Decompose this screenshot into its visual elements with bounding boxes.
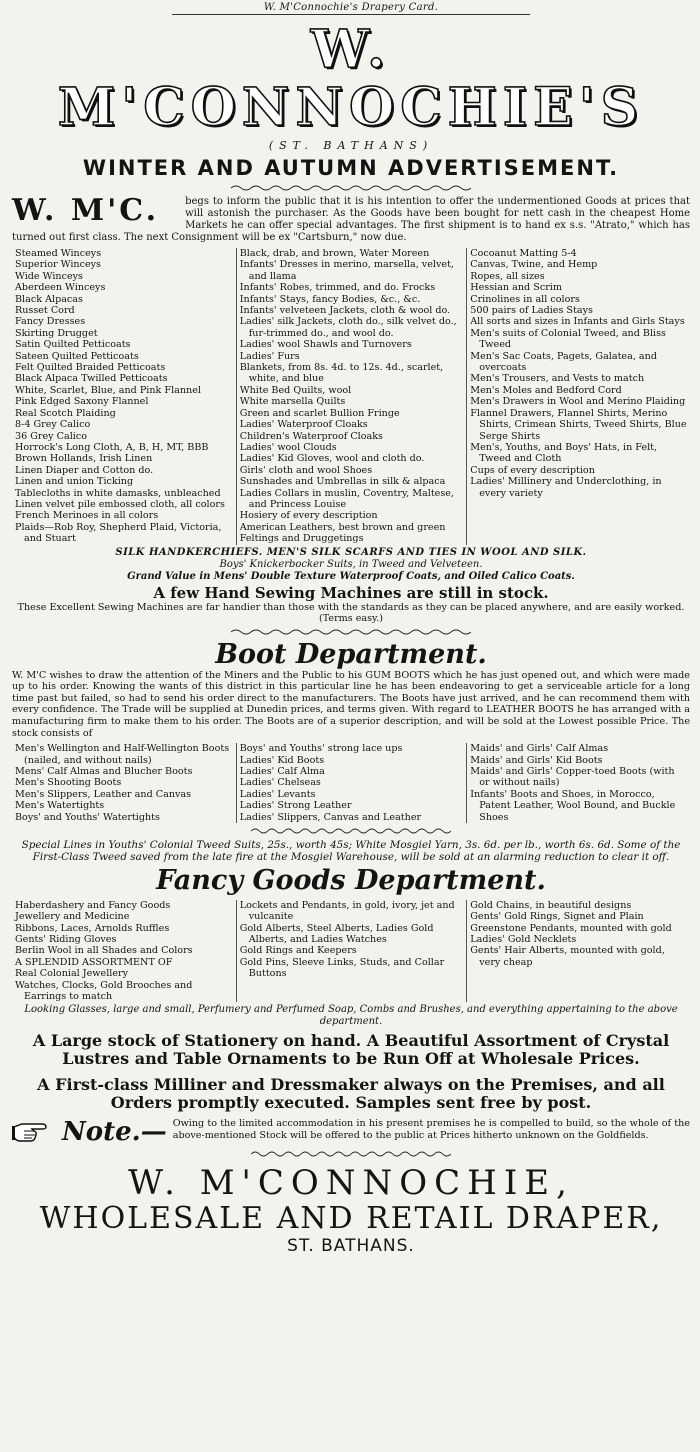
list-item: Ladies' Slippers, Canvas and Leather xyxy=(239,811,422,823)
list-item: Infants' Robes, trimmed, and do. Frocks xyxy=(239,282,436,294)
list-item: Men's Sac Coats, Pagets, Galatea, and overcoats xyxy=(470,350,657,374)
list-item: Brown Hollands, Irish Linen xyxy=(15,453,153,465)
list-item: Men's Shooting Boots xyxy=(15,777,122,789)
value-line: Grand Value in Mens' Double Texture Waterproof Coats, and Oiled Calico Coats. xyxy=(127,570,575,582)
special-lines: Special Lines in Youths' Colonial Tweed Suits, 25s., worth 45s; White Mosgiel Yarn, 3s. 6d. per lb., worth 6s. 6d. Some of the First-Class Tweed saved from the late fire at the Mosgiel Warehouse, will be sold at an alarming reduction to clear it off. xyxy=(21,838,681,864)
list-item: Crinolines in all colors xyxy=(470,293,580,305)
sewing-machines-heading: A few Hand Sewing Machines are still in stock. xyxy=(153,583,549,602)
fancy-column-2 xyxy=(236,900,467,1003)
list-item: Black Alpaca Twilled Petticoats xyxy=(15,373,168,385)
list-item: Maids' and Girls' Calf Almas xyxy=(470,743,609,755)
list-item: Sateen Quilted Petticoats xyxy=(15,350,139,362)
list-item: Children's Waterproof Cloaks xyxy=(239,430,383,442)
boot-columns xyxy=(12,743,690,823)
fancy-column-3 xyxy=(466,900,690,1003)
list-item: Black Alpacas xyxy=(15,293,83,305)
fancy-column-1 xyxy=(12,900,236,1003)
footer-name: W. M'CONNOCHIE, xyxy=(128,1163,574,1204)
footer-role: WHOLESALE AND RETAIL DRAPER, xyxy=(39,1201,663,1237)
list-item: White, Scarlet, Blue, and Pink Flannel xyxy=(15,384,201,396)
list-item: Pink Edged Saxony Flannel xyxy=(15,396,149,408)
list-item: Men's Watertights xyxy=(15,800,105,812)
boot-department-heading: Boot Department. xyxy=(215,638,487,670)
list-item: Wide Winceys xyxy=(15,270,83,282)
footer-location: ST. BATHANS. xyxy=(287,1236,415,1257)
list-item: Blankets, from 8s. 4d. to 12s. 4d., scarlet, white, and blue xyxy=(239,362,444,385)
list-item: Infants' velveteen Jackets, cloth & wool do. xyxy=(239,305,451,317)
list-item: Ladies' wool Shawls and Turnovers xyxy=(239,339,412,351)
list-item: Ladies' Kid Boots xyxy=(239,754,325,766)
list-item: Ladies' Kid Gloves, wool and cloth do. xyxy=(239,453,425,465)
list-item: Ladies' Millinery and Underclothing, in every variety xyxy=(470,476,662,499)
intro-text: begs to inform the public that it is his intention to offer the undermentioned Goods at prices that will astonish the purchaser. As the Goods have been bought for nett cash in the cheapest Home Markets he can offer special advantages. The first shipment is to hand ex s.s. "Atrato," which has turned out first class. The next Consignment will be ex "Cartsburn," now due. xyxy=(12,196,690,243)
list-item: Berlin Wool in all Shades and Colors xyxy=(15,945,193,957)
list-item: Infants' Stays, fancy Bodies, &c., &c. xyxy=(239,293,421,305)
list-item: Ladies' Furs xyxy=(239,350,300,362)
list-item: Girls' cloth and wool Shoes xyxy=(239,464,373,476)
list-item: Real Colonial Jewellery xyxy=(15,968,129,980)
list-item: Maids' and Girls' Kid Boots xyxy=(470,754,603,766)
list-item: Horrock's Long Cloth, A, B, H, MT, BBB xyxy=(15,441,209,453)
list-item: Tablecloths in white damasks, unbleached xyxy=(15,487,221,499)
list-item: Ladies' Gold Necklets xyxy=(470,934,577,945)
headline: WINTER AND AUTUMN ADVERTISEMENT. xyxy=(82,156,620,180)
list-item: Real Scotch Plaiding xyxy=(15,407,116,419)
list-item: Boys' and Youths' strong lace ups xyxy=(239,743,403,755)
list-item: 500 pairs of Ladies Stays xyxy=(470,305,593,317)
silk-line: SILK HANDKERCHIEFS. MEN'S SILK SCARFS AND TIES IN WOOL AND SILK. xyxy=(115,546,587,558)
list-item: Ladies' silk Jackets, cloth do., silk velvet do., fur-trimmed do., and wool do. xyxy=(239,316,457,339)
list-item: Men's Moles and Bedford Cord xyxy=(470,384,622,396)
pointing-hand-icon xyxy=(12,1118,56,1144)
list-item: Infants' Boots and Shoes, in Morocco, Patent Leather, Wool Bound, and Buckle Shoes xyxy=(470,788,676,823)
list-item: Linen Diaper and Cotton do. xyxy=(15,464,154,476)
list-item: Hessian and Scrim xyxy=(470,282,562,294)
list-item: Black, drab, and brown, Water Moreen xyxy=(239,248,430,259)
list-item: French Merinoes in all colors xyxy=(15,510,159,522)
list-item: Boys' and Youths' Watertights xyxy=(15,811,160,823)
boot-department-text: W. M'C wishes to draw the attention of the Miners and the Public to his GUM BOOTS which he has just opened out, and which were made up to his order. Knowing the wants of this district in this particular line he has been endeavoring to get a serviceable article for a long time past but failed, so had to send his order direct to the manufacturers. The Boots have just arrived, and he can recommend them with every confidence. The Trade will be supplied at Dunedin prices, and terms given. With regard to LEATHER BOOTS he has arranged with a manufacturing firm to make them to his order. The Boots are of a superior description, and will be sold at the Lowest possible Price. The stock consists of xyxy=(12,669,690,739)
list-item: Hosiery of every description xyxy=(239,510,378,522)
boot-column-3 xyxy=(466,743,690,823)
list-item: White Bed Quilts, wool xyxy=(239,384,352,396)
goods-column-1 xyxy=(12,248,236,545)
list-item: Gents' Riding Gloves xyxy=(15,934,117,945)
boot-column-2 xyxy=(236,743,467,823)
list-item: Ropes, all sizes xyxy=(470,270,545,282)
list-item: Men's Wellington and Half-Wellington Boots (nailed, and without nails) xyxy=(15,743,230,766)
list-item: Greenstone Pendants, mounted with gold xyxy=(470,922,672,934)
list-item: Men's Trousers, and Vests to match xyxy=(470,373,645,385)
list-item: Linen velvet pile embossed cloth, all colors xyxy=(15,498,225,510)
list-item: Gold Chains, in beautiful designs xyxy=(470,899,632,911)
list-item: 36 Grey Calico xyxy=(15,430,87,442)
list-item: Ladies' Calf Alma xyxy=(239,765,325,777)
wavy-divider xyxy=(231,184,471,192)
list-item: Ladies' wool Clouds xyxy=(239,441,337,453)
list-item: Gold Pins, Sleeve Links, Studs, and Collar Buttons xyxy=(239,956,445,980)
list-item: Satin Quilted Petticoats xyxy=(15,339,131,351)
list-item: Ladies Collars in muslin, Coventry, Maltese, and Princess Louise xyxy=(239,487,455,510)
sewing-machines-text: These Excellent Sewing Machines are far handier than those with the standards as they can be placed anywhere, and are easily worked. (Terms easy.) xyxy=(17,601,685,624)
boot-column-1 xyxy=(12,743,236,823)
list-item: Skirting Drugget xyxy=(15,327,98,339)
note-text: Owing to the limited accommodation in his present premises he is compelled to build, so the whole of the above-mentioned Stock will be offered to the public at Prices hitherto unknown on the Goldfields. xyxy=(172,1118,690,1141)
list-item: 8-4 Grey Calico xyxy=(15,419,91,431)
milliner-line: A First-class Milliner and Dressmaker always on the Premises, and all Orders promptly executed. Samples sent free by post. xyxy=(37,1075,665,1113)
list-item: Men's suits of Colonial Tweed, and Bliss Tweed xyxy=(470,327,666,351)
list-item: Ladies' Levants xyxy=(239,788,316,800)
list-item: Men's, Youths, and Boys' Hats, in Felt, Tweed and Cloth xyxy=(470,441,658,465)
list-item: Felt Quilted Braided Petticoats xyxy=(15,362,166,374)
list-item: Canvas, Twine, and Hemp xyxy=(470,259,598,271)
list-item: American Leathers, best brown and green xyxy=(239,521,446,533)
list-item: White marsella Quilts xyxy=(239,396,346,408)
goods-columns xyxy=(12,248,690,545)
looking-glasses-line: Looking Glasses, large and small, Perfumery and Perfumed Soap, Combs and Brushes, and everything appertaining to the above department. xyxy=(24,1004,678,1028)
list-item: Jewellery and Medicine xyxy=(15,911,130,923)
list-item: Men's Drawers in Wool and Merino Plaiding xyxy=(470,396,686,408)
list-item: All sorts and sizes in Infants and Girls Stays xyxy=(470,316,685,328)
fancy-goods-heading: Fancy Goods Department. xyxy=(156,864,546,896)
wavy-divider xyxy=(251,1150,451,1158)
list-item: Cups of every description xyxy=(470,464,595,476)
list-item: Cocoanut Matting 5-4 xyxy=(470,248,577,259)
list-item: Ladies' Waterproof Cloaks xyxy=(239,419,368,431)
list-item: Haberdashery and Fancy Goods xyxy=(15,899,171,911)
list-item: Gold Rings and Keepers xyxy=(239,945,357,957)
masthead-title: W. M'CONNOCHIE'S xyxy=(57,19,645,138)
note-label: Note.— xyxy=(62,1117,167,1148)
list-item: Flannel Drawers, Flannel Shirts, Merino Shirts, Crimean Shirts, Tweed Shirts, Blue Serge Shirts xyxy=(470,407,687,442)
masthead-location: (ST. BATHANS) xyxy=(268,139,434,152)
list-item: Maids' and Girls' Copper-toed Boots (with or without nails) xyxy=(470,765,675,789)
list-item: Men's Slippers, Leather and Canvas xyxy=(15,788,192,800)
goods-column-2 xyxy=(236,248,467,545)
list-item: Linen and union Ticking xyxy=(15,476,134,488)
list-item: Infants' Dresses in merino, marsella, velvet, and llama xyxy=(239,259,454,282)
list-item: Lockets and Pendants, in gold, ivory, jet and vulcanite xyxy=(239,899,455,923)
list-item: Gold Alberts, Steel Alberts, Ladies Gold Alberts, and Ladies Watches xyxy=(239,922,434,945)
list-item: Ladies' Chelseas xyxy=(239,777,321,789)
running-head: W. M'Connochie's Drapery Card. xyxy=(172,2,530,15)
list-item: Gents' Hair Alberts, mounted with gold, very cheap xyxy=(470,945,665,968)
list-item: Watches, Clocks, Gold Brooches and Earrings to match xyxy=(15,979,193,1003)
list-item: Gents' Gold Rings, Signet and Plain xyxy=(470,911,644,923)
list-item: Plaids—Rob Roy, Shepherd Plaid, Victoria, and Stuart xyxy=(15,521,222,545)
list-item: Superior Winceys xyxy=(15,259,101,271)
list-item: A SPLENDID ASSORTMENT OF xyxy=(15,956,173,968)
list-item: Sunshades and Umbrellas in silk & alpaca xyxy=(239,476,446,488)
list-item: Steamed Winceys xyxy=(15,248,102,259)
knickerbocker-line: Boys' Knickerbocker Suits, in Tweed and Velveteen. xyxy=(219,558,483,570)
wavy-divider xyxy=(251,827,451,835)
list-item: Aberdeen Winceys xyxy=(15,282,106,294)
fancy-columns xyxy=(12,900,690,1003)
list-item: Mens' Calf Almas and Blucher Boots xyxy=(15,765,193,777)
list-item: Feltings and Druggetings xyxy=(239,533,364,545)
list-item: Fancy Dresses xyxy=(15,316,86,328)
list-item: Ribbons, Laces, Arnolds Ruffles xyxy=(15,922,170,934)
list-item: Green and scarlet Bullion Fringe xyxy=(239,407,400,419)
stationery-line: A Large stock of Stationery on hand. A Beautiful Assortment of Crystal Lustres and Table Ornaments to be Run Off at Wholesale Prices. xyxy=(32,1031,670,1069)
wavy-divider xyxy=(231,628,471,636)
list-item: Russet Cord xyxy=(15,305,75,317)
list-item: Ladies' Strong Leather xyxy=(239,800,352,812)
intro-paragraph xyxy=(12,193,690,244)
goods-column-3 xyxy=(466,248,690,545)
intro-initials: W. M'C. xyxy=(12,193,160,228)
note-row xyxy=(12,1118,690,1146)
